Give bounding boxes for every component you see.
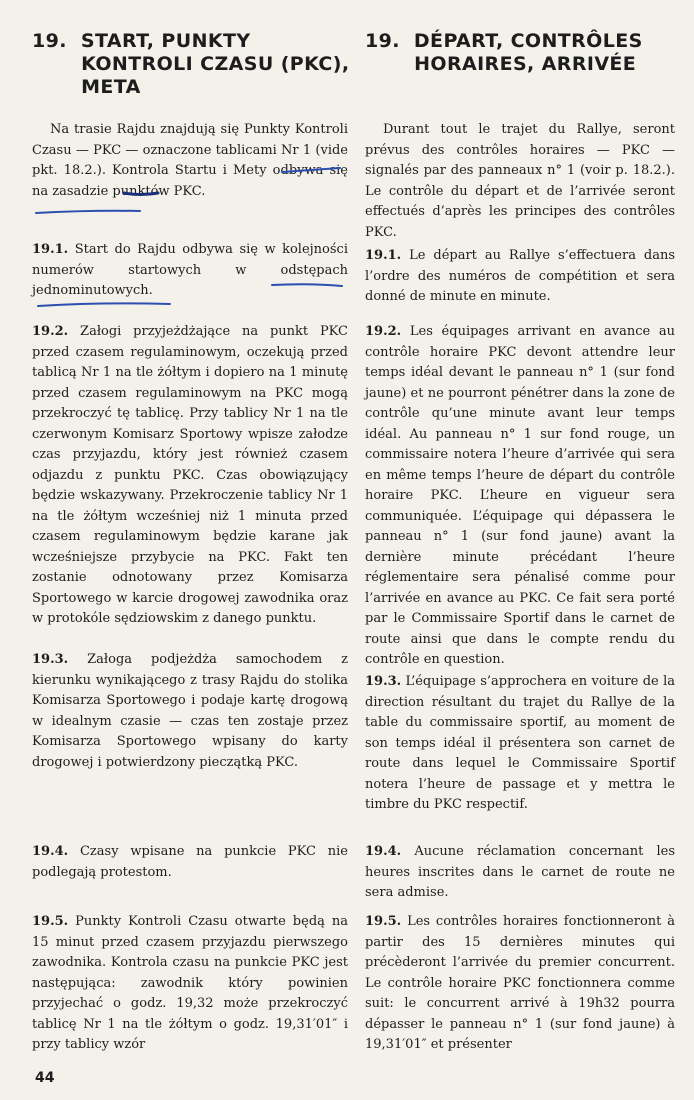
polish-paragraph-19-4: 19.4. Czasy wpisane na punkcie PKC nie podlegają protestom.: [32, 844, 348, 880]
french-intro-paragraph: Durant tout le trajet du Rallye, seront prévus des contrôles horaires — PKC — signalés par des panneaux n° 1 (voir p. 18.2.). Le contrôle du départ et de l’arrivée seront effectués d’après les principes des contrôles PKC.: [365, 122, 675, 240]
polish-intro-paragraph: Na trasie Rajdu znajdują się Punkty Kontroli Czasu — PKC — oznaczone tablicami Nr 1 (vide pkt. 18.2.). Kontrola Startu i Mety odbywa się na zasadzie punktów PKC.: [32, 122, 348, 199]
paragraph-number: 19.2.: [32, 324, 69, 339]
polish-paragraph-19-2: 19.2. Załogi przyjeżdżające na punkt PKC przed czasem regulaminowym, oczekują przed tablicą Nr 1 na tle żółtym i dopiero na 1 minutę przed czasem regulaminowym na PKC mogą przekroczyć tę tablicę. Przy tablicy Nr 1 na tle czerwonym Komisarz Sportowy wpisze załodze czas przyjazdu, który jest również czasem odjazdu z punktu PKC. Czas obowiązujący będzie wskazywany. Przekroczenie tablicy Nr 1 na tle żółtym wcześniej niż 1 minuta przed czasem regulaminowym będzie karane jak wcześniejsze przybycie na PKC. Fakt ten zostanie odnotowany przez Komisarza Sportowego w karcie drogowej zawodnika oraz w protokóle sędziowskim z danego punktu.: [32, 324, 348, 626]
paragraph-number: 19.5.: [365, 914, 402, 929]
french-section-heading: 19. DÉPART, CONTRÔLES HORAIRES, ARRIVÉE: [365, 30, 643, 75]
french-paragraph-19-1: 19.1. Le départ au Rallye s’effectuera dans l’ordre des numéros de compétition et sera donné de minute en minute.: [365, 248, 675, 304]
polish-paragraph-19-3: 19.3. Załoga podjeżdża samochodem z kierunku wynikającego z trasy Rajdu do stolika Komisarza Sportowego i podaje kartę drogową w idealnym czasie — czas ten zostaje przez Komisarza Sportowego wpisany do karty drogowej i potwierdzony pieczątką PKC.: [32, 652, 348, 770]
page-number: 44: [35, 1070, 55, 1086]
underline-punktow-pkc: [36, 211, 140, 213]
paragraph-number: 19.2.: [365, 324, 402, 339]
polish-paragraph-19-5: 19.5. Punkty Kontroli Czasu otwarte będą na 15 minut przed czasem przyjazdu pierwszego zawodnika. Kontrola czasu na punkcie PKC jest następująca: zawodnik który powinien przyjechać o godz. 19,32 może przekroczyć tablicę Nr 1 na tle żółtym o godz. 19,31′01″ i przy tablicy wzór: [32, 914, 348, 1052]
polish-section-heading: 19. START, PUNKTY KONTROLI CZASU (PKC), META: [32, 30, 350, 98]
paragraph-number: 19.3.: [32, 652, 69, 667]
paragraph-number: 19.1.: [32, 242, 69, 257]
paragraph-number: 19.4.: [32, 844, 69, 859]
underline-jednominutowych: [38, 303, 170, 306]
paragraph-number: 19.1.: [365, 248, 402, 263]
polish-paragraph-19-1: 19.1. Start do Rajdu odbywa się w kolejności numerów startowych w odstępach jednominutowych.: [32, 242, 348, 298]
french-paragraph-19-3: 19.3. L’équipage s’approchera en voiture de la direction résultant du trajet du Rallye de la table du commissaire sportif, au moment de son temps idéal il présentera son carnet de route dans lequel le Commissaire Sportif notera l’heure de passage et y mettra le timbre du PKC respectif.: [365, 674, 675, 812]
paragraph-number: 19.5.: [32, 914, 69, 929]
paragraph-number: 19.4.: [365, 844, 402, 859]
paragraph-number: 19.3.: [365, 674, 402, 689]
french-paragraph-19-2: 19.2. Les équipages arrivant en avance au contrôle horaire PKC devont attendre leur temps idéal devant le panneau n° 1 (sur fond jaune) et ne pourront pénétrer dans la zone de contrôle qu’une minute avant leur temps idéal. Au panneau n° 1 sur fond rouge, un commissaire notera l’heure d’arrivée qui sera en même temps l’heure de départ du contrôle horaire PKC. L’heure en vigueur sera communiquée. L’équipage qui dépassera le panneau n° 1 (sur fond jaune) avant la dernière minute précédant l’heure réglementaire sera pénalisé comme pour l’arrivée en avance au PKC. Ce fait sera porté par le Commissaire Sportif dans le carnet de route ainsi que dans le compte rendu du contrôle en question.: [365, 324, 675, 667]
french-paragraph-19-4: 19.4. Aucune réclamation concernant les heures inscrites dans le carnet de route ne sera admise.: [365, 844, 675, 900]
french-paragraph-19-5: 19.5. Les contrôles horaires fonctionneront à partir des 15 dernières minutes qui précèderont l’arrivée du premier concurrent. Le contrôle horaire PKC fonctionnera comme suit: le concurrent arrivé à 19h32 pourra dépasser le panneau n° 1 (sur fond jaune) à 19,31′01″ et présenter: [365, 914, 675, 1052]
